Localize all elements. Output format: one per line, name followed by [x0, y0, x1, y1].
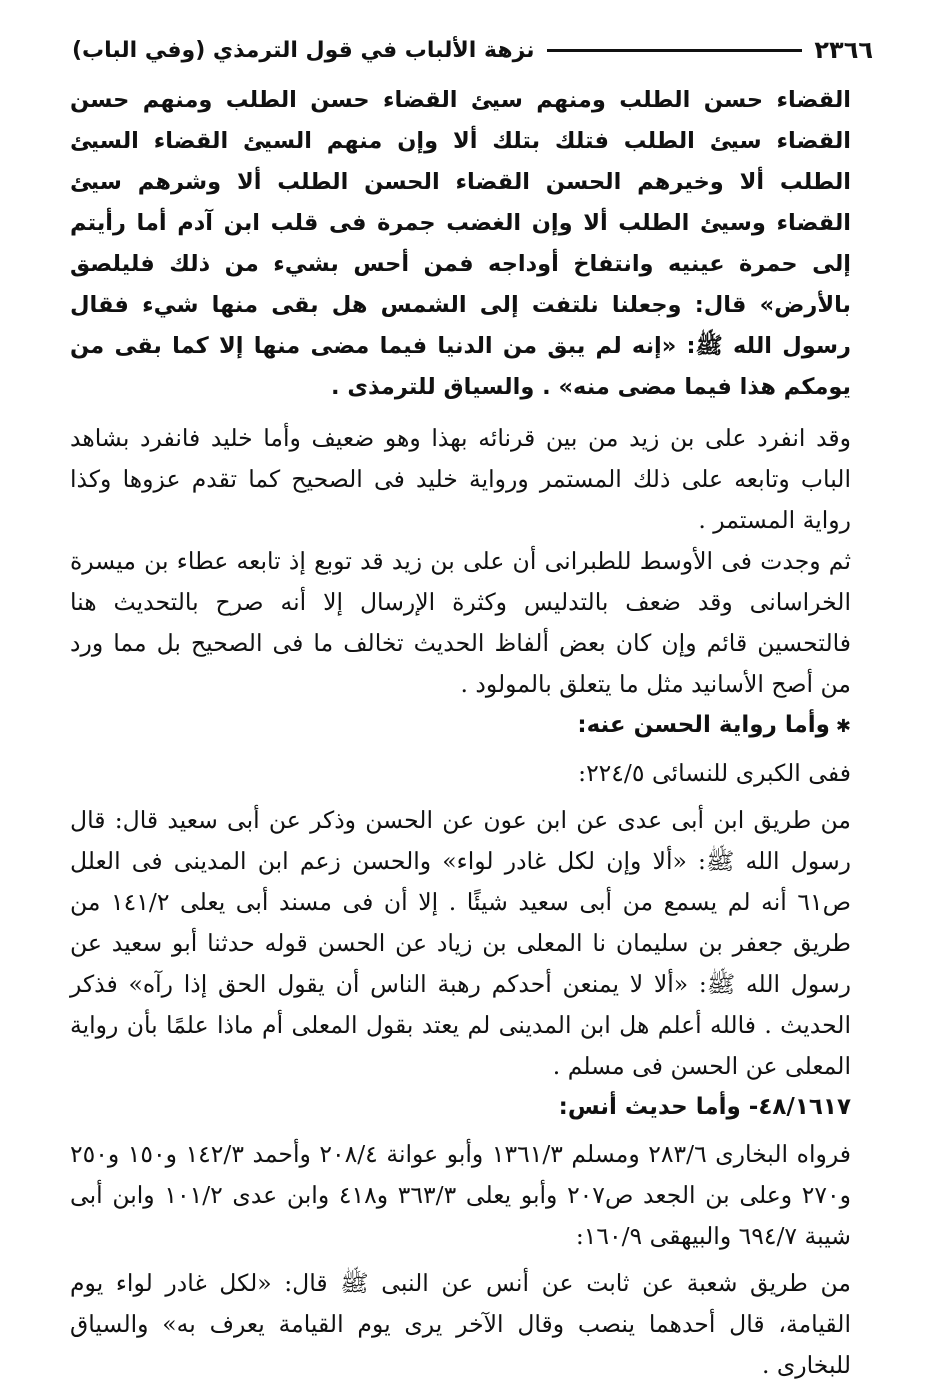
section-heading	[70, 705, 851, 747]
paragraph-hadith-text: القضاء حسن الطلب ومنهم سيئ القضاء حسن الطلب ومنهم حسن القضاء سيئ الطلب فتلك بتلك ألا وإن منهم السيئ القضاء السيئ الطلب ألا وخيرهم الحسن القضاء الحسن الطلب ألا وشرهم سيئ القضاء وسيئ الطلب ألا وإن الغضب جمرة فى قلب ابن آدم أما رأيتم إلى حمرة عينيه وانتفاخ أوداجه فمن أحس بشيء من ذلك فليلصق بالأرض» قال: وجعلنا نلتفت إلى الشمس هل بقى منها شيء فقال رسول الله ﷺ: «إنه لم يبق من الدنيا فيما مضى منها إلا كما بقى من يومكم هذا فيما مضى منه» . والسياق للترمذى .	[70, 87, 851, 400]
section-heading-text: ٤٨/١٦١٧- وأما حديث أنس:	[558, 1094, 851, 1120]
page-body	[70, 80, 851, 1386]
section-heading	[70, 1087, 851, 1128]
page-number: ٢٣٦٦	[814, 36, 873, 64]
header-rule	[547, 49, 803, 52]
paragraph-source: ففى الكبرى للنسائى ٢٢٤/٥:	[578, 759, 851, 787]
paragraph-commentary: من طريق ابن أبى عدى عن ابن عون عن الحسن وذكر عن أبى سعيد قال: قال رسول الله ﷺ: «ألا وإن لكل غادر لواء» والحسن زعم ابن المدينى فى العلل ص٦١ أنه لم يسمع من أبى سعيد شيئًا . إلا أن فى مسند أبى يعلى ١٤١/٢ من طريق جعفر بن سليمان نا المعلى بن زياد عن الحسن قوله حدثنا أبو سعيد عن رسول الله ﷺ: «ألا لا يمنعن أحدكم رهبة الناس أن يقول الحق إذا رآه» فذكر الحديث . فالله أعلم هل ابن المدينى لم يعتد بقول المعلى أم ماذا علمًا بأن رواية المعلى عن الحسن فى مسلم .	[70, 806, 851, 1080]
section-heading-text: وأما رواية الحسن عنه:	[577, 712, 830, 738]
paragraph-sources-list: فرواه البخارى ٢٨٣/٦ ومسلم ١٣٦١/٣ وأبو عوانة ٢٠٨/٤ وأحمد ١٤٢/٣ و١٥٠ و٢٥٠ و٢٧٠ وعلى بن الجعد ص٢٠٧ وأبو يعلى ٣٦٣/٣ و٤١٨ وابن عدى ١٠١/٢ وابن أبى شيبة ٦٩٤/٧ والبيهقى ١٦٠/٩:	[70, 1140, 852, 1250]
running-title: نزهة الألباب في قول الترمذي (وفي الباب)	[72, 37, 535, 63]
paragraph-hadith-text: من طريق شعبة عن ثابت عن أنس عن النبى ﷺ قال: «لكل غادر لواء يوم القيامة، قال أحدهما ينصب وقال الآخر يرى يوم القيامة يعرف به» والسياق للبخارى .	[70, 1269, 851, 1379]
page-header	[72, 30, 873, 70]
paragraph-commentary: ثم وجدت فى الأوسط للطبرانى أن على بن زيد قد توبع إذ تابعه عطاء بن ميسرة الخراسانى وقد ضعف بالتدليس وكثرة الإرسال إلا أنه صرح بالتحديث هنا فالتحسين قائم وإن كان بعض ألفاظ الحديث تخالف ما فى الصحيح بل مما ورد من أصح الأسانيد مثل ما يتعلق بالمولود .	[70, 547, 851, 698]
paragraph-commentary: وقد انفرد على بن زيد من بين قرنائه بهذا وهو ضعيف وأما خليد فانفرد بشاهد الباب وتابعه على ذلك المستمر ورواية خليد فى الصحيح كما تقدم عزوها وكذا رواية المستمر .	[70, 424, 851, 534]
asterisk-icon: ✱	[835, 716, 851, 737]
